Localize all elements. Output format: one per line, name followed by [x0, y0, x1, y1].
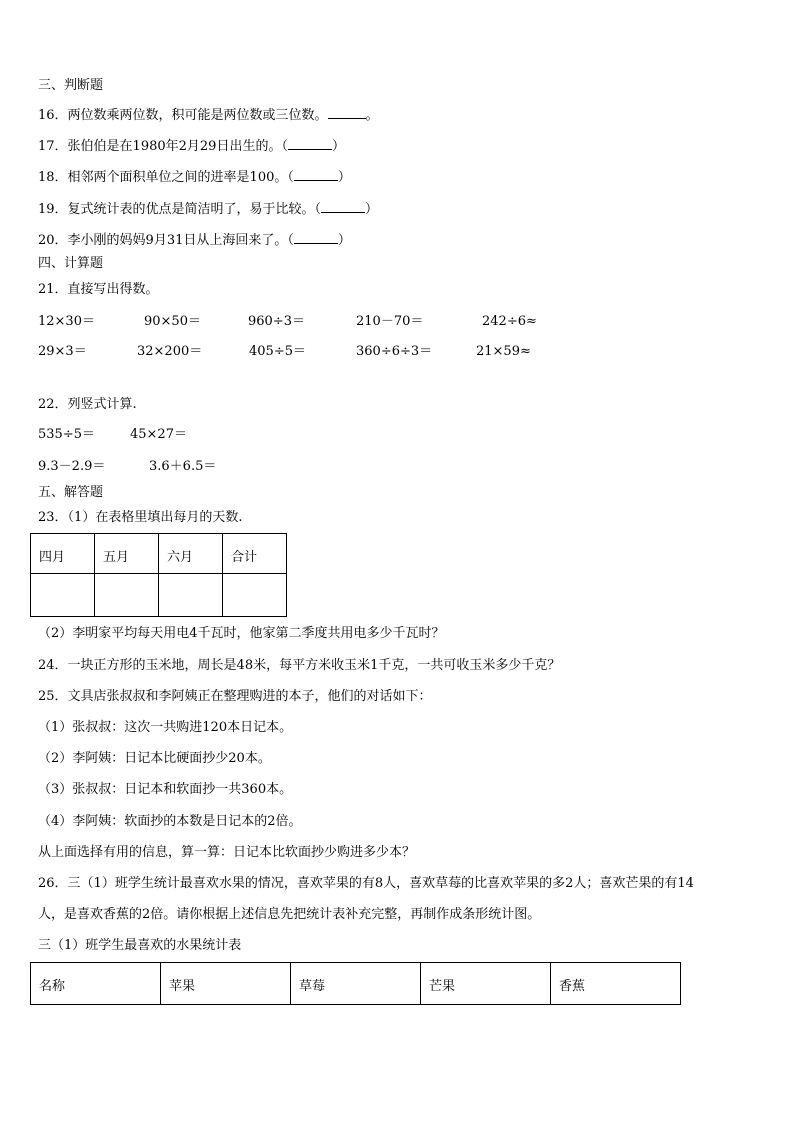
table-header-cell: 名称 [31, 963, 161, 1005]
table-header-cell: 六月 [159, 534, 223, 574]
vertical-calc-item: 535÷5＝ [38, 427, 95, 442]
calc-item: 210－70＝ [356, 314, 424, 329]
question-25-item3: （3）张叔叔：日记本和软面抄一共360本。 [38, 782, 293, 797]
question-25-item2: （2）李阿姨：日记本比硬面抄少20本。 [38, 751, 271, 766]
question-19 [38, 200, 378, 218]
calc-item: 12×30＝ [38, 314, 95, 329]
question-19-text: 19．复式统计表的优点是简洁明了，易于比较。（ [38, 202, 322, 217]
calc-item: 21×59≈ [476, 344, 531, 359]
vertical-calc-item: 45×27＝ [130, 427, 187, 442]
question-16 [38, 106, 379, 124]
section-heading-judgement: 三、判断题 [38, 78, 104, 93]
table-header-cell: 五月 [95, 534, 159, 574]
calc-item: 29×3＝ [38, 344, 87, 359]
fruit-table-title: 三（1）班学生最喜欢的水果统计表 [38, 938, 242, 953]
vertical-calc-item: 9.3－2.9＝ [38, 459, 106, 474]
question-25-ask: 从上面选择有用的信息，算一算：日记本比软面抄少购进多少本？ [38, 845, 416, 860]
question-18-text: 18．相邻两个面积单位之间的进率是100。（ [38, 170, 294, 185]
answer-blank-20[interactable] [294, 231, 338, 244]
close-paren-17: ） [331, 139, 345, 154]
close-paren-18: ） [337, 170, 351, 185]
close-paren-20: ） [337, 233, 351, 248]
table-row [31, 574, 287, 617]
question-23-part1: 23．（1）在表格里填出每月的天数. [38, 510, 243, 525]
calc-item: 405÷5＝ [249, 344, 306, 359]
table-header-cell: 香蕉 [551, 963, 681, 1005]
question-23-part2: （2）李明家平均每天用电4千瓦时，他家第二季度共用电多少千瓦时？ [38, 626, 445, 641]
table-answer-cell[interactable] [95, 574, 159, 617]
question-22: 22．列竖式计算. [38, 397, 137, 412]
question-17 [38, 137, 345, 155]
table-header-cell: 芒果 [421, 963, 551, 1005]
calc-item: 32×200＝ [137, 344, 203, 359]
table-header-cell: 草莓 [291, 963, 421, 1005]
question-26-line1: 26．三（1）班学生统计最喜欢水果的情况，喜欢苹果的有8人，喜欢草莓的比喜欢苹果的多2人；喜欢芒果的有14 [38, 876, 694, 891]
question-24: 24．一块正方形的玉米地，周长是48米，每平方米收玉米1千克，一共可收玉米多少千克？ [38, 658, 561, 673]
fruit-table [30, 962, 681, 1005]
question-20-text: 20．李小刚的妈妈9月31日从上海回来了。（ [38, 233, 294, 248]
calc-item: 960÷3＝ [248, 314, 305, 329]
calc-item: 360÷6÷3＝ [356, 344, 433, 359]
question-16-text: 16．两位数乘两位数，积可能是两位数或三位数。 [38, 108, 328, 123]
table-row [31, 963, 681, 1005]
calc-item: 242÷6≈ [482, 314, 537, 329]
table-header-cell: 苹果 [161, 963, 291, 1005]
answer-blank-16[interactable] [328, 106, 366, 119]
question-25: 25．文具店张叔叔和李阿姨正在整理购进的本子，他们的对话如下： [38, 689, 432, 704]
table-header-cell: 合计 [223, 534, 287, 574]
table-answer-cell[interactable] [159, 574, 223, 617]
calc-item: 90×50＝ [144, 314, 201, 329]
table-answer-cell[interactable] [31, 574, 95, 617]
days-table [30, 533, 287, 617]
answer-blank-17[interactable] [288, 137, 332, 150]
question-21: 21．直接写出得数。 [38, 282, 159, 297]
close-paren-19: ） [365, 202, 379, 217]
question-17-text: 17．张伯伯是在1980年2月29日出生的。（ [38, 139, 288, 154]
question-18 [38, 168, 351, 186]
answer-blank-18[interactable] [294, 168, 338, 181]
question-25-item1: （1）张叔叔：这次一共购进120本日记本。 [38, 720, 293, 735]
section-heading-word-problems: 五、解答题 [38, 485, 104, 500]
table-row [31, 534, 287, 574]
question-25-item4: （4）李阿姨：软面抄的本数是日记本的2倍。 [38, 814, 302, 829]
table-answer-cell[interactable] [223, 574, 287, 617]
question-26-line2: 人，是喜欢香蕉的2倍。请你根据上述信息先把统计表补充完整，再制作成条形统计图。 [38, 907, 541, 922]
question-20 [38, 231, 351, 249]
section-heading-calculation: 四、计算题 [38, 256, 104, 271]
table-header-cell: 四月 [31, 534, 95, 574]
question-16-end: 。 [365, 108, 379, 123]
answer-blank-19[interactable] [321, 200, 365, 213]
vertical-calc-item: 3.6＋6.5＝ [149, 459, 217, 474]
